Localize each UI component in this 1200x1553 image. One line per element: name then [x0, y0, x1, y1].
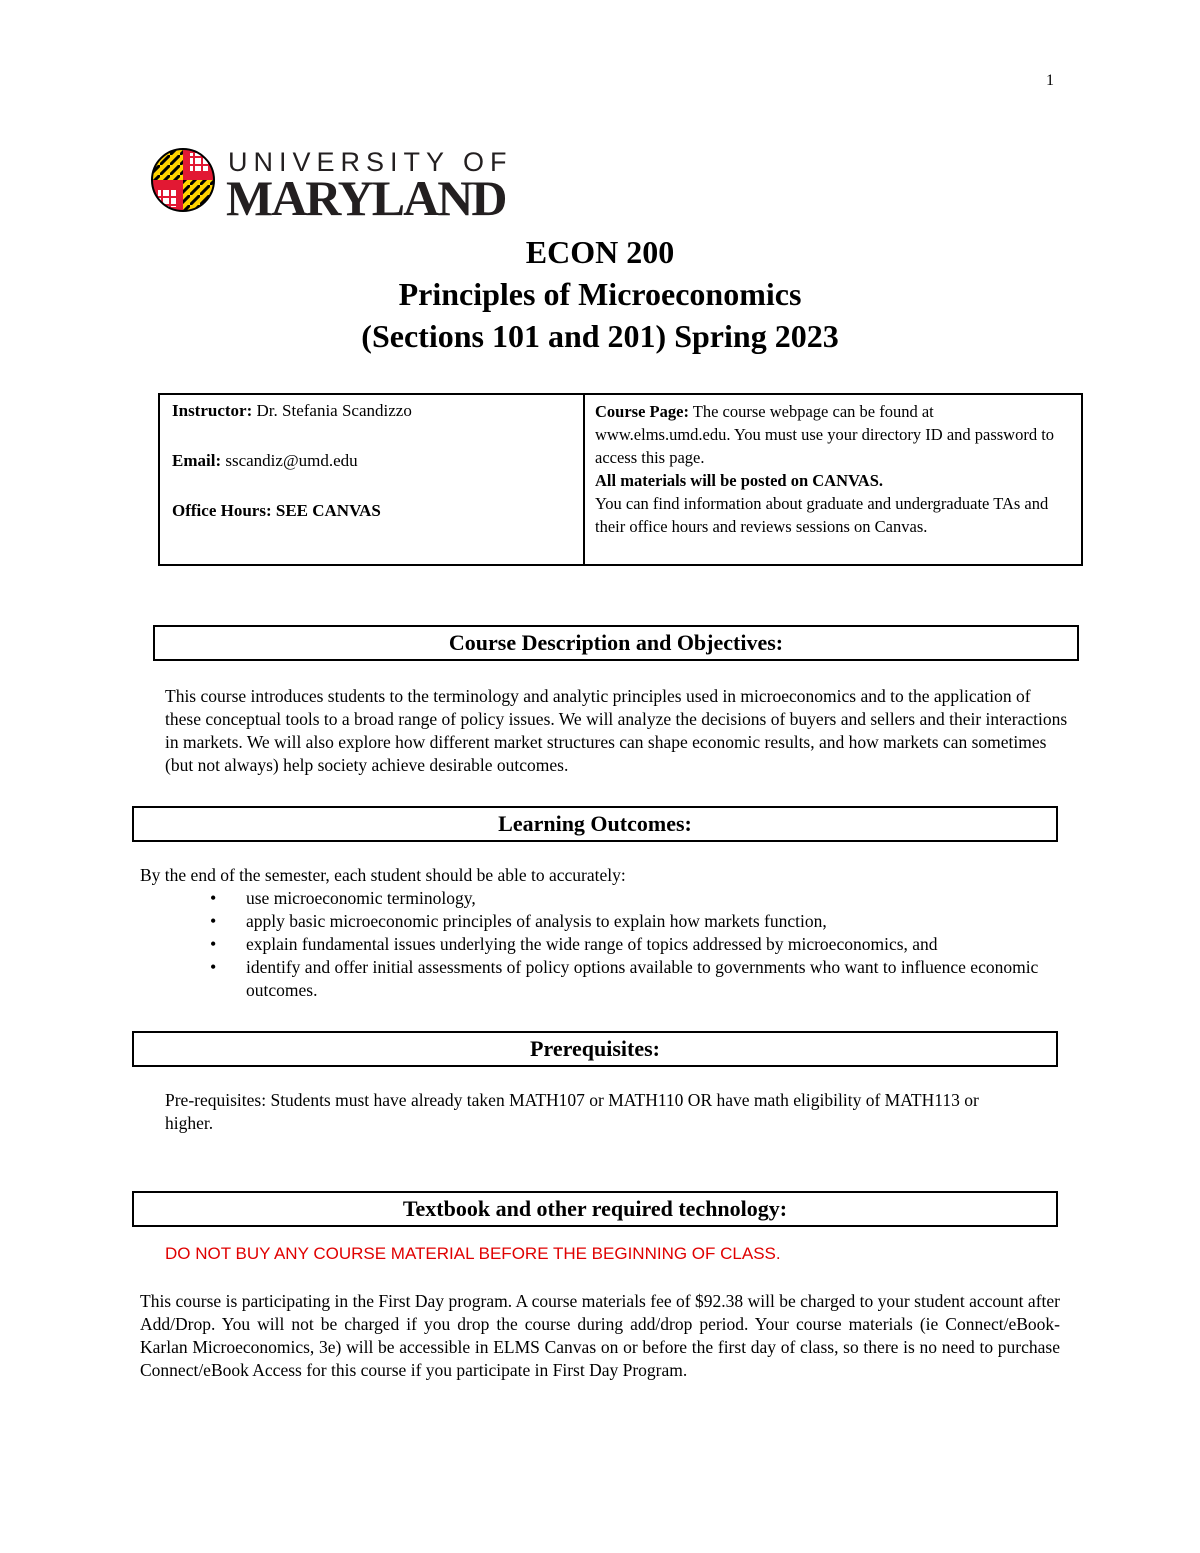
email-row	[172, 451, 571, 471]
materials-notice	[595, 469, 1071, 492]
office-hours: Office Hours: SEE CANVAS	[172, 501, 381, 520]
logo-text-bottom: MARYLAND	[226, 170, 506, 226]
outcomes-intro: By the end of the semester, each student should be able to accurately:	[140, 865, 626, 885]
course-page-label: Course Page:	[595, 402, 689, 421]
outcomes-list	[210, 887, 1050, 1002]
section-header-textbook: Textbook and other required technology:	[132, 1191, 1058, 1227]
purchase-warning: DO NOT BUY ANY COURSE MATERIAL BEFORE THE BEGINNING OF CLASS.	[165, 1244, 781, 1263]
email-label: Email:	[172, 451, 222, 470]
instructor-row	[172, 401, 571, 421]
course-title: Principles of Microeconomics	[398, 276, 802, 312]
textbook-body: This course is participating in the First Day program. A course materials fee of $92.38 will be charged to your student account after Add/Drop. You will not be charged if you drop the course during add/drop period. Your course materials (ie Connect/eBook- Karlan Microeconomics, 3e) will be accessible in ELMS Canvas on or before the first day of class, so there is no need to purchase Connect/eBook Access for this course if you participate in First Day Program.	[140, 1291, 1060, 1380]
contact-info-cell	[160, 395, 585, 564]
instructor-value: Dr. Stefania Scandizzo	[252, 401, 412, 420]
course-info-table	[158, 393, 1083, 566]
office-hours-row	[172, 501, 571, 521]
list-item: • apply basic microeconomic principles of analysis to explain how markets function,	[210, 910, 1050, 933]
prerequisites-body: Pre-requisites: Students must have already taken MATH107 or MATH110 OR have math eligibility of MATH113 or higher.	[165, 1090, 979, 1133]
section-header-description: Course Description and Objectives:	[153, 625, 1079, 661]
materials-notice-text: All materials will be posted on CANVAS.	[595, 471, 884, 490]
course-page-paragraph	[595, 400, 1071, 469]
list-item: • identify and offer initial assessments of policy options available to governments who want to influence economic outcomes.	[210, 956, 1050, 1002]
university-logo	[150, 145, 530, 226]
email-value[interactable]: sscandiz@umd.edu	[221, 451, 358, 470]
page-number: 1	[1046, 72, 1054, 89]
logo-text-top: UNIVERSITY OF	[228, 147, 513, 177]
course-page-cell	[585, 395, 1081, 564]
instructor-label: Instructor:	[172, 401, 253, 420]
list-item: • use microeconomic terminology,	[210, 887, 1050, 910]
list-item: • explain fundamental issues underlying the wide range of topics addressed by microeconomics, and	[210, 933, 1050, 956]
course-code: ECON 200	[525, 234, 675, 270]
course-page-text: The course webpage can be found at www.elms.umd.edu. You must use your directory ID and password to access this page.	[595, 402, 1055, 467]
ta-info: You can find information about graduate and undergraduate TAs and their office hours and reviews sessions on Canvas.	[595, 494, 1049, 536]
section-header-prerequisites: Prerequisites:	[132, 1031, 1058, 1067]
maryland-flag-seal-icon	[150, 145, 216, 215]
description-body: This course introduces students to the terminology and analytic principles used in microeconomics and to the application of these conceptual tools to a broad range of policy issues. We will analyze the decisions of buyers and sellers and their interactions in markets. We will also explore how different market structures can shape economic results, and how markets can sometimes (but not always) help society achieve desirable outcomes.	[165, 686, 1068, 775]
section-header-outcomes: Learning Outcomes:	[132, 806, 1058, 842]
course-sections: (Sections 101 and 201) Spring 2023	[361, 318, 839, 354]
